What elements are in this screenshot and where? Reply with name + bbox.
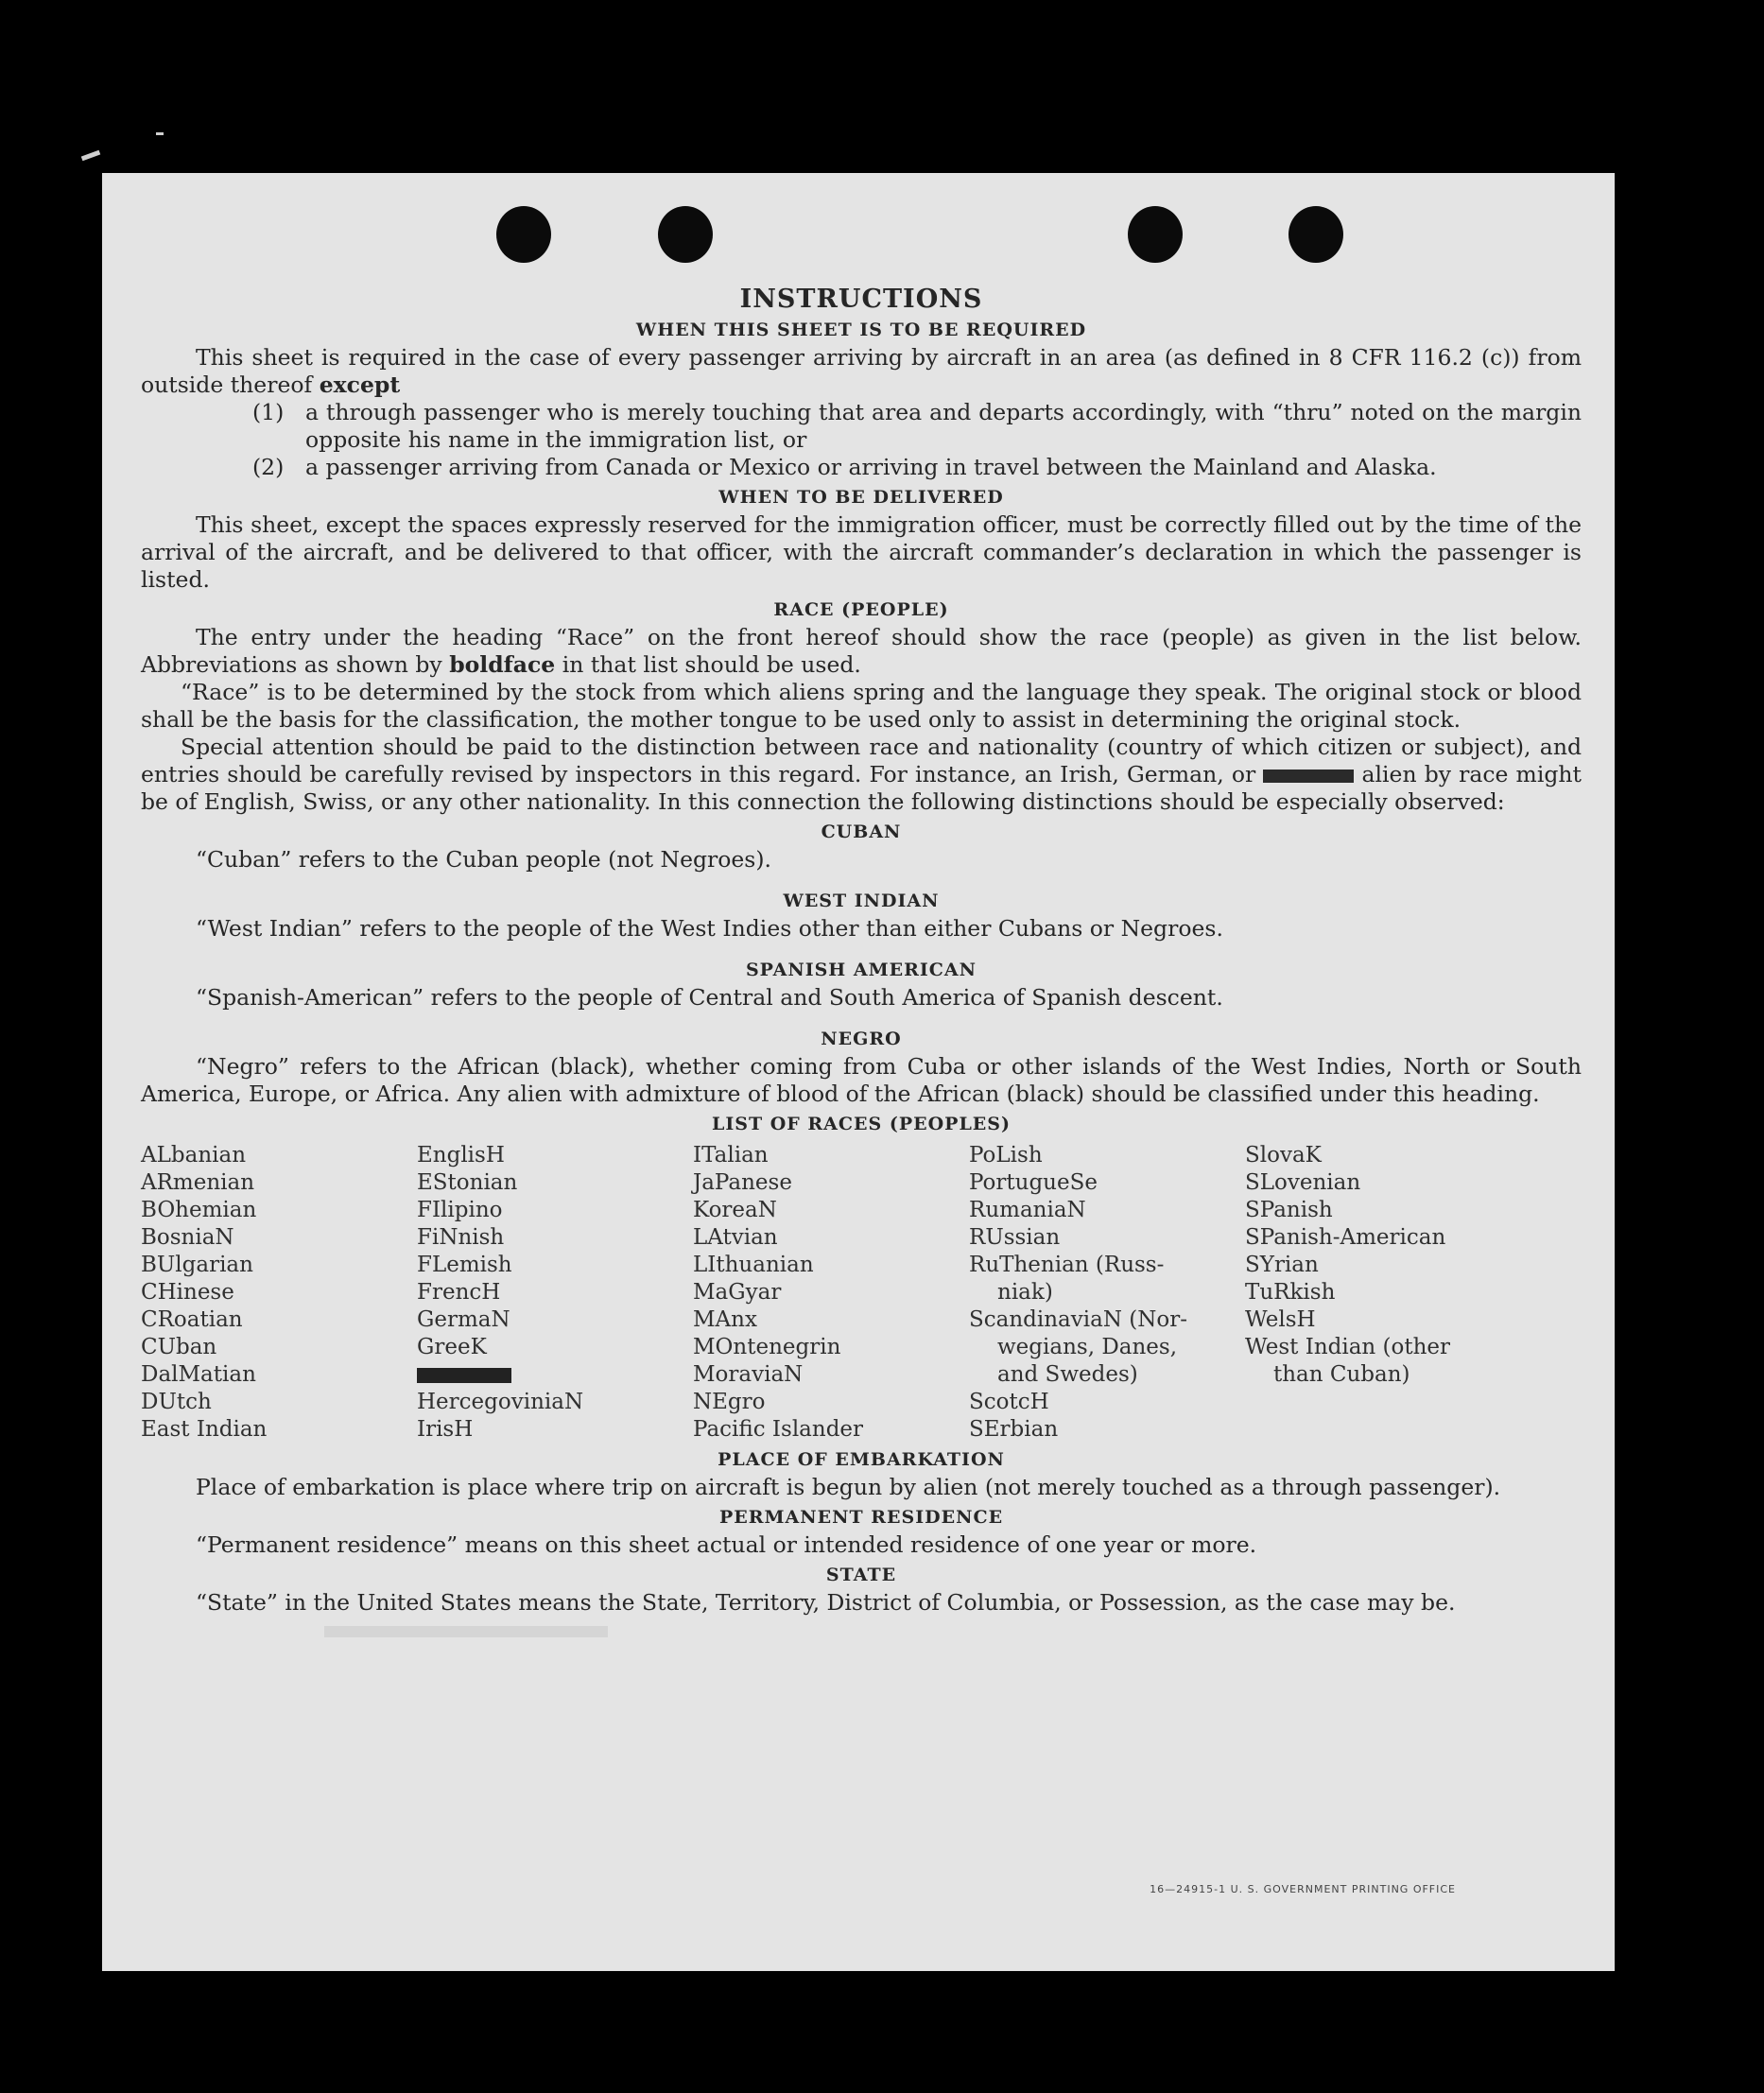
west-indian-text: “West Indian” refers to the people of the West Indies other than either Cubans or Negroes. — [196, 915, 1223, 942]
race-column — [969, 1142, 1245, 1444]
race-item: FLemish — [417, 1253, 512, 1277]
heading-state: STATE — [825, 1565, 897, 1585]
heading-spanish-american: SPANISH AMERICAN — [745, 960, 977, 980]
cuban-text: “Cuban” refers to the Cuban people (not Negroes). — [196, 846, 772, 873]
race-column — [1245, 1142, 1521, 1444]
heading-negro: NEGRO — [821, 1029, 902, 1049]
race-item: EStonian — [417, 1170, 518, 1195]
race-item: SPanish-American — [1245, 1225, 1446, 1250]
race-item: ITalian — [693, 1143, 769, 1168]
heading-cuban: CUBAN — [821, 822, 902, 842]
race-item: BUlgarian — [141, 1253, 253, 1277]
race-column — [417, 1142, 693, 1444]
race-item: FrencH — [417, 1280, 501, 1305]
race-paragraph: “Race” is to be determined by the stock from which aliens spring and the language they speak. The original stock or blood shall be the basis for the classification, the mother tongue to be used only to assist in determining the original stock. — [141, 679, 1582, 733]
race-item: East Indian — [141, 1417, 268, 1442]
heading-race: RACE (PEOPLE) — [773, 599, 949, 620]
redacted-race-item — [417, 1361, 693, 1389]
race-item: KoreaN — [693, 1198, 777, 1222]
race-item: ScandinaviaN (Nor- — [969, 1307, 1187, 1332]
race-list — [141, 1142, 1582, 1444]
race-item: wegians, Danes, — [997, 1335, 1178, 1359]
race-item: DalMatian — [141, 1362, 256, 1387]
race-item: SlovaK — [1245, 1143, 1322, 1168]
race-item: CHinese — [141, 1280, 234, 1305]
race-item: JaPanese — [693, 1170, 792, 1195]
race-item: FIlipino — [417, 1198, 503, 1222]
race-item: PoLish — [969, 1143, 1043, 1168]
race-item: SPanish — [1245, 1198, 1333, 1222]
instructions-body — [141, 285, 1582, 1617]
residence-text: “Permanent residence” means on this sheet actual or intended residence of one year or more. — [196, 1531, 1257, 1558]
redaction-mark — [1263, 770, 1354, 783]
punch-hole — [1288, 206, 1343, 263]
state-text: “State” in the United States means the State, Territory, District of Columbia, or Possession, as the case may be. — [196, 1589, 1456, 1616]
race-item: FiNnish — [417, 1225, 505, 1250]
race-item: ScotcH — [969, 1390, 1049, 1414]
punch-hole — [658, 206, 713, 263]
race-item: LAtvian — [693, 1225, 778, 1250]
race-paragraph: The entry under the heading “Race” on the front hereof should show the race (people) as given in the list below. Abbreviations as shown by boldface in that list should be used. — [141, 624, 1582, 678]
race-item: CRoatian — [141, 1307, 243, 1332]
race-item: LIthuanian — [693, 1253, 814, 1277]
race-item: MaGyar — [693, 1280, 782, 1305]
race-item: TuRkish — [1245, 1280, 1336, 1305]
race-item: West Indian (other — [1245, 1335, 1451, 1359]
faded-stamp — [324, 1626, 608, 1637]
printer-code: 16—24915-1 U. S. GOVERNMENT PRINTING OFFICE — [1150, 1883, 1456, 1895]
race-item: ARmenian — [141, 1170, 255, 1195]
required-intro: This sheet is required in the case of every passenger arriving by aircraft in an area (as defined in 8 CFR 116.2 (c)) from outside thereof except — [141, 344, 1582, 398]
race-item: MAnx — [693, 1307, 757, 1332]
required-item: (2) a passenger arriving from Canada or Mexico or arriving in travel between the Mainland and Alaska. — [252, 454, 1437, 480]
heading-west-indian: WEST INDIAN — [783, 891, 940, 911]
heading-race-list: LIST OF RACES (PEOPLES) — [712, 1114, 1011, 1134]
race-item: WelsH — [1245, 1307, 1316, 1332]
heading-required: WHEN THIS SHEET IS TO BE REQUIRED — [635, 320, 1087, 340]
race-paragraph: Special attention should be paid to the distinction between race and nationality (country of which citizen or subject), and entries should be carefully revised by inspectors in this regard. For instance, an Irish, German, or alien by race might be of English, Swiss, or any other nationality. In this connection the following distinctions should be especially observed: — [141, 734, 1582, 815]
race-item: GermaN — [417, 1307, 510, 1332]
instruction-sheet — [102, 173, 1615, 1971]
negro-text: “Negro” refers to the African (black), whether coming from Cuba or other islands of the West Indies, North or South America, Europe, or Africa. Any alien with admixture of blood of the African (black) should be classified under this heading. — [141, 1053, 1582, 1107]
page-title: INSTRUCTIONS — [739, 285, 983, 314]
race-item: SLovenian — [1245, 1170, 1361, 1195]
race-item: IrisH — [417, 1417, 474, 1442]
embarkation-text: Place of embarkation is place where trip on aircraft is begun by alien (not merely touched as a through passenger). — [196, 1474, 1501, 1500]
race-item: DUtch — [141, 1390, 212, 1414]
race-item: CUban — [141, 1335, 217, 1359]
delivered-text: This sheet, except the spaces expressly reserved for the immigration officer, must be correctly filled out by the time of the arrival of the aircraft, and be delivered to that officer, with the aircraft commander’s declaration in which the passenger is listed. — [141, 511, 1582, 593]
punch-hole — [1128, 206, 1183, 263]
race-item: BOhemian — [141, 1198, 257, 1222]
punch-hole — [496, 206, 551, 263]
race-item: BosniaN — [141, 1225, 234, 1250]
race-item: SErbian — [969, 1417, 1059, 1442]
race-item: and Swedes) — [997, 1362, 1138, 1387]
heading-residence: PERMANENT RESIDENCE — [718, 1507, 1004, 1528]
race-item: NEgro — [693, 1390, 766, 1414]
race-item: MoraviaN — [693, 1362, 804, 1387]
required-item: (1) a through passenger who is merely touching that area and departs accordingly, with “thru” noted on the margin opposite his name in the immigration list, or — [252, 399, 1582, 453]
race-item: PortugueSe — [969, 1170, 1098, 1195]
race-item: EnglisH — [417, 1143, 505, 1168]
race-item: Pacific Islander — [693, 1417, 864, 1442]
race-item: SYrian — [1245, 1253, 1319, 1277]
race-item: RUssian — [969, 1225, 1061, 1250]
race-item: GreeK — [417, 1335, 487, 1359]
race-column — [141, 1142, 417, 1444]
race-item: MOntenegrin — [693, 1335, 841, 1359]
race-item: niak) — [997, 1280, 1053, 1305]
race-item: RuThenian (Russ- — [969, 1253, 1165, 1277]
race-item: than Cuban) — [1273, 1362, 1410, 1387]
heading-delivered: WHEN TO BE DELIVERED — [718, 487, 1004, 508]
scan-speck — [156, 132, 164, 135]
scan-speck — [81, 150, 101, 162]
spanish-american-text: “Spanish-American” refers to the people of Central and South America of Spanish descent. — [196, 984, 1223, 1011]
race-column — [693, 1142, 969, 1444]
race-item: ALbanian — [141, 1143, 247, 1168]
heading-embarkation: PLACE OF EMBARKATION — [718, 1449, 1005, 1470]
race-item: HercegoviniaN — [417, 1390, 584, 1414]
race-item: RumaniaN — [969, 1198, 1086, 1222]
